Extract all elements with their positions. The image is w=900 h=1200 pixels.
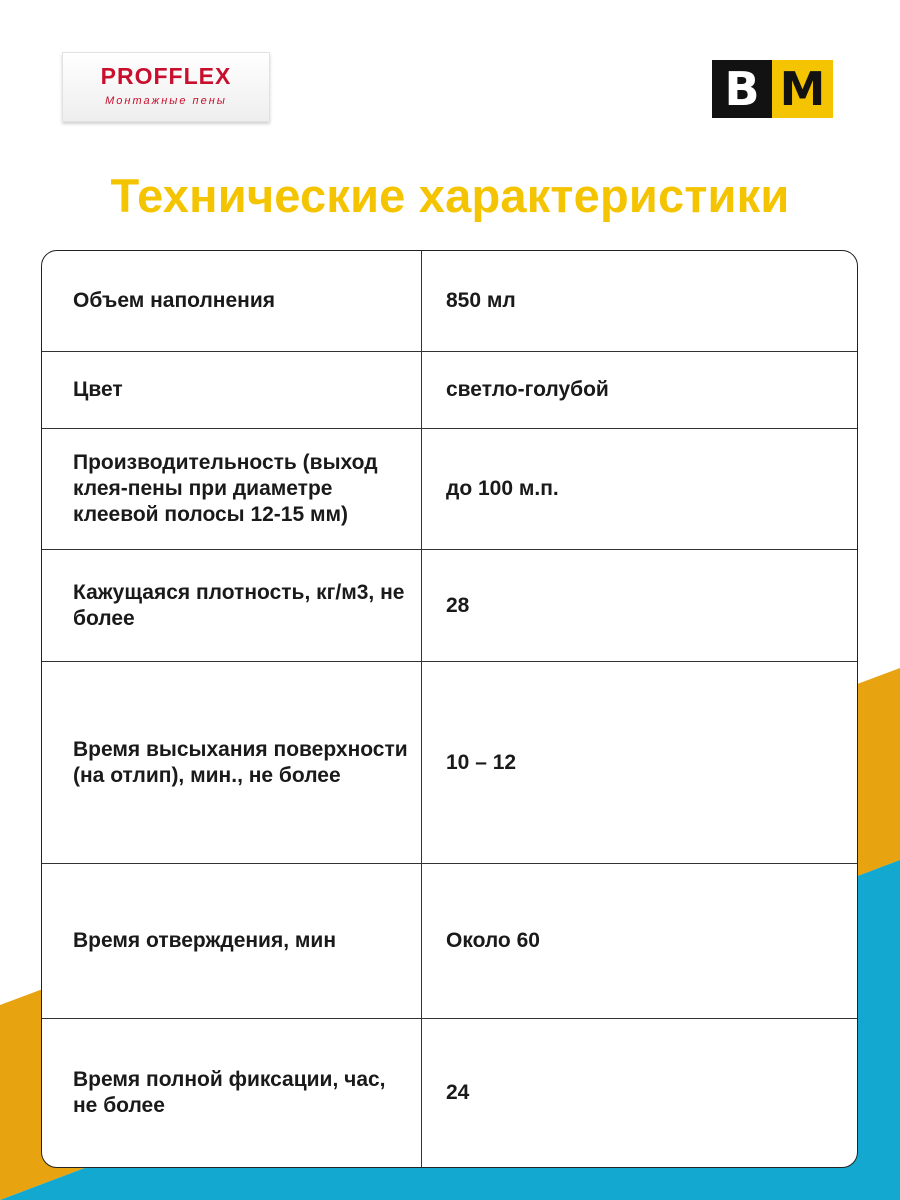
bm-logo-letter-m: M bbox=[772, 60, 833, 118]
profflex-tagline: Монтажные пены bbox=[105, 95, 227, 107]
table-row bbox=[42, 863, 857, 1018]
page-title: Технические характеристики bbox=[110, 169, 790, 222]
table-row bbox=[42, 428, 857, 549]
spec-param: Время полной фиксации, час, не более bbox=[42, 1019, 422, 1167]
table-row bbox=[42, 1018, 857, 1167]
spec-param: Объем наполнения bbox=[42, 251, 422, 351]
table-row bbox=[42, 549, 857, 661]
spec-value: до 100 м.п. bbox=[446, 477, 559, 500]
profflex-logo bbox=[62, 52, 270, 122]
spec-value: Около 60 bbox=[446, 929, 540, 952]
spec-param: Цвет bbox=[42, 352, 422, 428]
spec-value: 850 мл bbox=[446, 289, 516, 312]
spec-param: Производительность (выход клея-пены при диаметре клеевой полосы 12-15 мм) bbox=[42, 429, 422, 549]
spec-value: 28 bbox=[446, 593, 470, 617]
spec-value: светло-голубой bbox=[446, 378, 609, 401]
spec-value: 10 – 12 bbox=[446, 750, 517, 774]
bm-logo-letter-b: B bbox=[712, 60, 772, 118]
table-row bbox=[42, 351, 857, 428]
specs-table bbox=[41, 250, 858, 1168]
spec-param: Время отверждения, мин bbox=[42, 864, 422, 1018]
table-row bbox=[42, 251, 857, 351]
bm-logo bbox=[712, 60, 833, 118]
profflex-brand: PROFFLEX bbox=[100, 63, 232, 89]
spec-param: Кажущаяся плотность, кг/м3, не более bbox=[42, 550, 422, 661]
spec-param: Время высыхания поверхности (на отлип), мин., не более bbox=[42, 662, 422, 863]
table-row bbox=[42, 661, 857, 863]
spec-value: 24 bbox=[446, 1081, 470, 1104]
